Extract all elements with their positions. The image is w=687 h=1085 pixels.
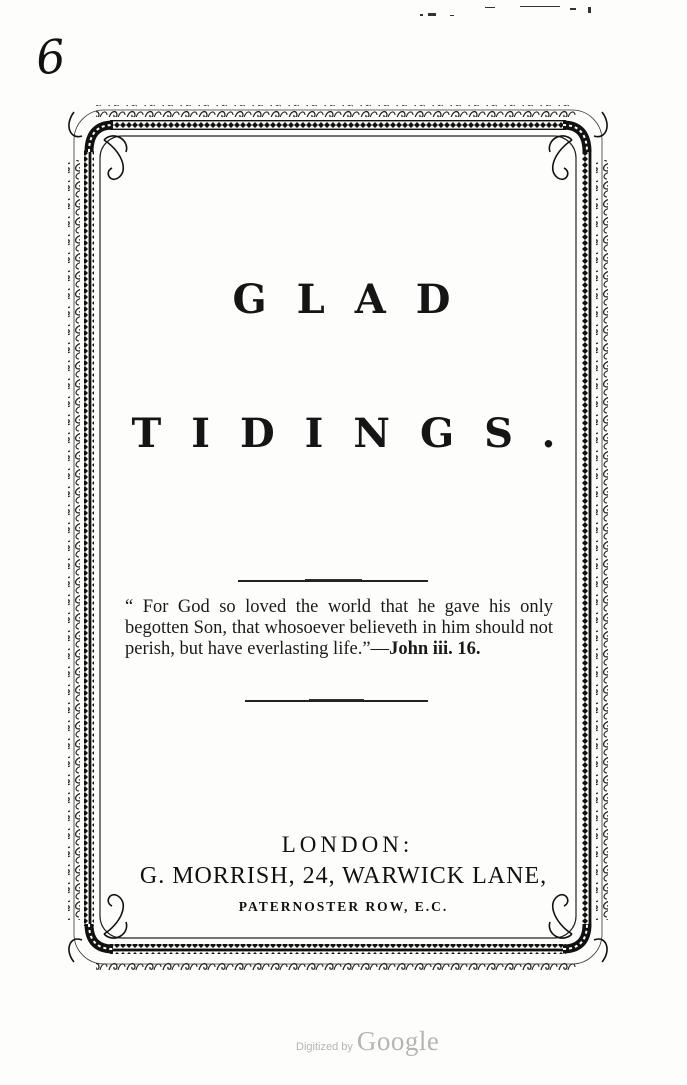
scripture-text: “ For God so loved the world that he gave his only begotten Son, that whosoever believeth in him should not perish, but have everlasting life.”—	[125, 597, 553, 659]
imprint-street: PATERNOSTER ROW, E.C.	[238, 899, 449, 914]
scripture-reference: John iii. 16.	[389, 639, 481, 659]
imprint-publisher: G. MORRISH, 24, WARWICK LANE,	[139, 863, 548, 889]
divider-rule-top	[238, 580, 428, 582]
title-line-glad: GLAD	[232, 276, 481, 323]
divider-rule-bottom	[245, 700, 428, 702]
imprint-city: LONDON:	[281, 832, 414, 857]
handwritten-number: 6	[33, 28, 69, 86]
digitization-watermark	[296, 1026, 439, 1058]
watermark-brand: Google	[356, 1026, 440, 1056]
scripture-quote	[125, 597, 553, 660]
title-line-tidings: TIDINGS.	[131, 410, 586, 457]
watermark-prefix: Digitized by	[296, 1041, 353, 1053]
